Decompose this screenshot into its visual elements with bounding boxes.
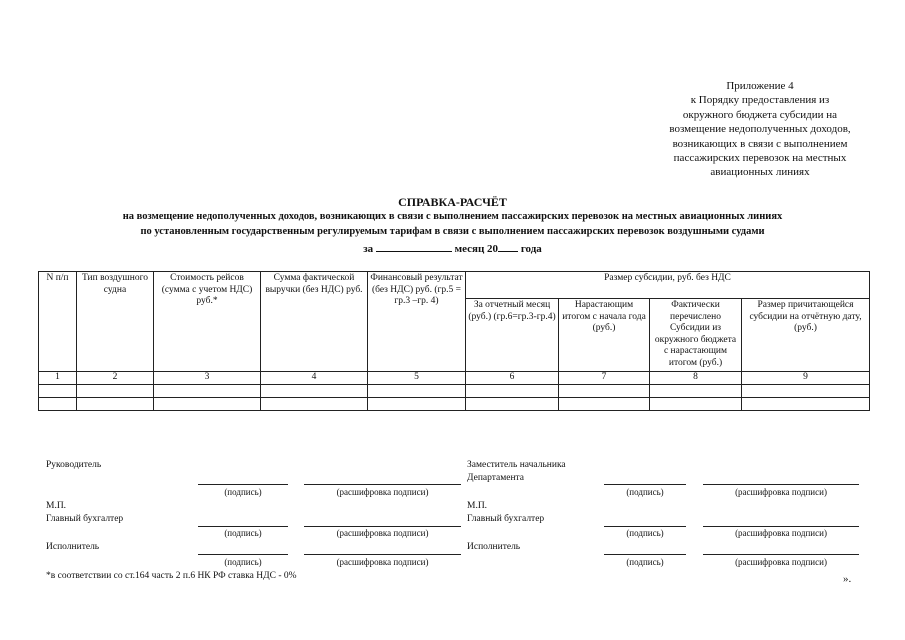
transcript-caption: (расшифровка подписи) bbox=[735, 528, 827, 538]
head-transcript-line[interactable] bbox=[304, 484, 461, 485]
column-number: 7 bbox=[559, 372, 650, 385]
table-cell[interactable] bbox=[77, 384, 154, 397]
header-flight-cost: Стоимость рейсов (сумма с учетом НДС) руб.* bbox=[154, 272, 261, 372]
transcript-caption: (расшифровка подписи) bbox=[336, 528, 429, 538]
stamp-label: М.П. bbox=[467, 501, 488, 511]
table-cell[interactable] bbox=[261, 384, 368, 397]
signature-caption: (подпись) bbox=[224, 557, 262, 567]
appendix-line: к Порядку предоставления из bbox=[690, 94, 830, 107]
column-number: 5 bbox=[368, 372, 466, 385]
accountant-transcript-line[interactable] bbox=[703, 526, 859, 527]
appendix-line: возникающих в связи с выполнением bbox=[672, 137, 848, 150]
header-subsidy-group: Размер субсидии, руб. без НДС bbox=[466, 272, 870, 299]
executor-label: Исполнитель bbox=[467, 542, 521, 552]
stamp-label: М.П. bbox=[46, 501, 67, 511]
table-cell[interactable] bbox=[154, 397, 261, 410]
header-actual-revenue: Сумма фактической выручки (без НДС) руб. bbox=[261, 272, 368, 372]
document-title: СПРАВКА-РАСЧЁТ bbox=[398, 195, 507, 209]
executor-transcript-line[interactable] bbox=[304, 554, 461, 555]
accountant-signature-line[interactable] bbox=[604, 526, 686, 527]
calculation-table bbox=[38, 271, 870, 411]
table-cell[interactable] bbox=[559, 384, 650, 397]
signature-caption: (подпись) bbox=[626, 557, 664, 567]
appendix-line: пассажирских перевозок на местных bbox=[673, 152, 847, 165]
table-cell[interactable] bbox=[39, 397, 77, 410]
table-cell[interactable] bbox=[466, 384, 559, 397]
table-cell[interactable] bbox=[154, 384, 261, 397]
table-cell[interactable] bbox=[368, 384, 466, 397]
header-financial-result: Финансовый результат (без НДС) руб. (гр.5 = гр.3 –гр. 4) bbox=[368, 272, 466, 372]
table-cell[interactable] bbox=[466, 397, 559, 410]
appendix-line: окружного бюджета субсидии на bbox=[682, 108, 838, 121]
head-label: Руководитель bbox=[46, 460, 102, 470]
transcript-caption: (расшифровка подписи) bbox=[336, 557, 429, 567]
deputy-head-label: Заместитель начальника bbox=[467, 460, 566, 470]
executor-label: Исполнитель bbox=[46, 542, 100, 552]
table-cell[interactable] bbox=[559, 397, 650, 410]
deputy-transcript-line[interactable] bbox=[703, 484, 859, 485]
signature-caption: (подпись) bbox=[626, 528, 664, 538]
table-cell[interactable] bbox=[261, 397, 368, 410]
header-number: N п/п bbox=[39, 272, 77, 372]
header-aircraft-type: Тип воздушного судна bbox=[77, 272, 154, 372]
signature-caption: (подпись) bbox=[224, 487, 262, 497]
appendix-line: Приложение 4 bbox=[726, 80, 794, 92]
table-row bbox=[39, 397, 870, 410]
department-label: Департамента bbox=[467, 473, 525, 483]
reporting-period-line bbox=[0, 241, 905, 255]
period-suffix: года bbox=[520, 243, 542, 255]
table-cell[interactable] bbox=[650, 397, 742, 410]
table-cell[interactable] bbox=[742, 384, 870, 397]
closing-quote-mark: ». bbox=[843, 573, 852, 585]
accountant-signature-line[interactable] bbox=[198, 526, 288, 527]
table-cell[interactable] bbox=[368, 397, 466, 410]
head-signature-line[interactable] bbox=[198, 484, 288, 485]
appendix-line: возмещение недополученных доходов, bbox=[669, 123, 851, 136]
period-prefix: за bbox=[363, 243, 374, 255]
header-actually-transferred: Фактически перечислено Субсидии из окружного бюджета с нарастающим итогом (руб.) bbox=[650, 299, 742, 372]
appendix-note bbox=[648, 79, 872, 180]
document-subtitle: на возмещение недополученных доходов, возникающих в связи с выполнением пассажирских перевозок на местных авиационных линиях bbox=[122, 211, 783, 222]
header-cumulative-total: Нарастающим итогом с начала года (руб.) bbox=[559, 299, 650, 372]
column-number: 8 bbox=[650, 372, 742, 385]
signature-caption: (подпись) bbox=[626, 487, 664, 497]
document-subtitle-continued: по установленным государственным регулируемым тарифам в связи с выполнением пассажирских перевозок воздушными судами bbox=[140, 226, 765, 237]
executor-signature-line[interactable] bbox=[198, 554, 288, 555]
table-cell[interactable] bbox=[77, 397, 154, 410]
chief-accountant-label: Главный бухгалтер bbox=[46, 514, 124, 524]
executor-signature-line[interactable] bbox=[604, 554, 686, 555]
column-number: 2 bbox=[77, 372, 154, 385]
column-number-row bbox=[39, 372, 870, 385]
column-number: 6 bbox=[466, 372, 559, 385]
column-number: 1 bbox=[39, 372, 77, 385]
chief-accountant-label: Главный бухгалтер bbox=[467, 514, 545, 524]
column-number: 9 bbox=[742, 372, 870, 385]
table-row bbox=[39, 384, 870, 397]
table-cell[interactable] bbox=[742, 397, 870, 410]
column-number: 4 bbox=[261, 372, 368, 385]
accountant-transcript-line[interactable] bbox=[304, 526, 461, 527]
transcript-caption: (расшифровка подписи) bbox=[336, 487, 429, 497]
vat-footnote: *в соответствии со ст.164 часть 2 п.6 НК РФ ставка НДС - 0% bbox=[46, 571, 297, 581]
table-cell[interactable] bbox=[650, 384, 742, 397]
year-blank-field[interactable] bbox=[498, 241, 518, 252]
signature-caption: (подпись) bbox=[224, 528, 262, 538]
transcript-caption: (расшифровка подписи) bbox=[735, 557, 827, 567]
table-cell[interactable] bbox=[39, 384, 77, 397]
header-subsidy-due: Размер причитающейся субсидии на отчётную дату, (руб.) bbox=[742, 299, 870, 372]
period-middle: месяц 20 bbox=[454, 243, 499, 255]
executor-transcript-line[interactable] bbox=[703, 554, 859, 555]
appendix-line: авиационных линиях bbox=[710, 166, 810, 179]
deputy-signature-line[interactable] bbox=[604, 484, 686, 485]
transcript-caption: (расшифровка подписи) bbox=[735, 487, 827, 497]
column-number: 3 bbox=[154, 372, 261, 385]
header-reporting-month: За отчетный месяц (руб.) (гр.6=гр.3-гр.4) bbox=[466, 299, 559, 372]
month-blank-field[interactable] bbox=[376, 241, 452, 252]
